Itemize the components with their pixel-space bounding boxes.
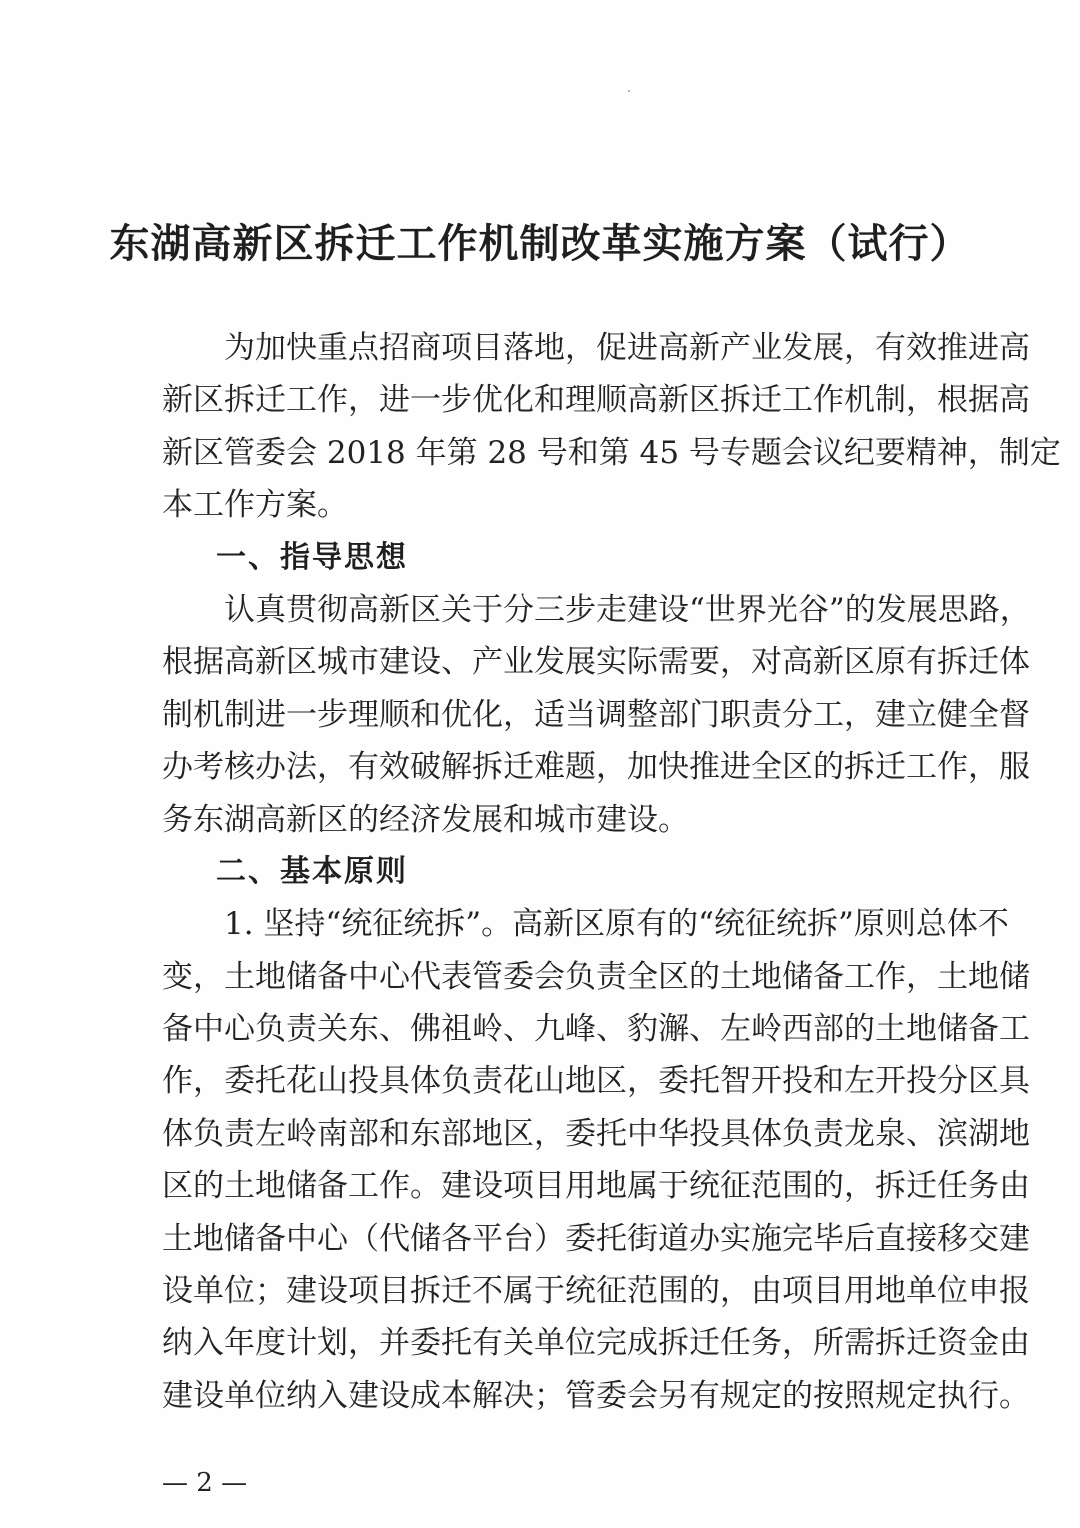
paragraph-line: 建设单位纳入建设成本解决；管委会另有规定的按照规定执行。 xyxy=(162,1377,1030,1414)
paragraph-line: 纳入年度计划，并委托有关单位完成拆迁任务，所需拆迁资金由 xyxy=(162,1325,1030,1362)
paragraph-line: 备中心负责关东、佛祖岭、九峰、豹澥、左岭西部的土地储备工 xyxy=(162,1011,1030,1048)
document-body xyxy=(162,322,1061,1422)
paragraph-line: 新区管委会 2018 年第 28 号和第 45 号专题会议纪要精神，制定 xyxy=(162,434,1061,471)
paragraph-line: 新区拆迁工作，进一步优化和理顺高新区拆迁工作机制，根据高 xyxy=(162,382,1030,419)
paragraph-line: 土地储备中心（代储各平台）委托街道办实施完毕后直接移交建 xyxy=(162,1220,1030,1257)
paragraph-line: 1. 坚持“统征统拆”。高新区原有的“统征统拆”原则总体不 xyxy=(224,906,1009,943)
document-title: 东湖高新区拆迁工作机制改革实施方案（试行） xyxy=(109,220,971,267)
paragraph-line: 本工作方案。 xyxy=(162,487,348,524)
paragraph-line: 制机制进一步理顺和优化，适当调整部门职责分工，建立健全督 xyxy=(162,696,1030,733)
paragraph-line: 为加快重点招商项目落地，促进高新产业发展，有效推进高 xyxy=(224,330,1030,366)
paragraph-line: 务东湖高新区的经济发展和城市建设。 xyxy=(162,801,689,838)
page-number: — 2 — xyxy=(162,1468,248,1498)
section-heading: 二、基本原则 xyxy=(216,853,408,889)
paragraph-line: 办考核办法，有效破解拆迁难题，加快推进全区的拆迁工作，服 xyxy=(162,749,1030,786)
paragraph-line: 作，委托花山投具体负责花山地区，委托智开投和左开投分区具 xyxy=(162,1063,1030,1100)
paragraph-line: 变，土地储备中心代表管委会负责全区的土地储备工作，土地储 xyxy=(162,958,1030,995)
paragraph-line: 区的土地储备工作。建设项目用地属于统征范围的，拆迁任务由 xyxy=(162,1168,1030,1205)
paragraph-line: 认真贯彻高新区关于分三步走建设“世界光谷”的发展思路， xyxy=(224,591,1031,628)
section-heading: 一、指导思想 xyxy=(216,539,408,575)
paragraph-line: 设单位；建设项目拆迁不属于统征范围的，由项目用地单位申报 xyxy=(162,1273,1030,1310)
paragraph xyxy=(162,322,1061,532)
scan-speck xyxy=(628,90,630,92)
paragraph xyxy=(162,898,1030,1422)
paragraph xyxy=(162,584,1031,846)
paragraph-line: 体负责左岭南部和东部地区，委托中华投具体负责龙泉、滨湖地 xyxy=(162,1115,1030,1152)
paragraph-line: 根据高新区城市建设、产业发展实际需要，对高新区原有拆迁体 xyxy=(162,644,1030,681)
